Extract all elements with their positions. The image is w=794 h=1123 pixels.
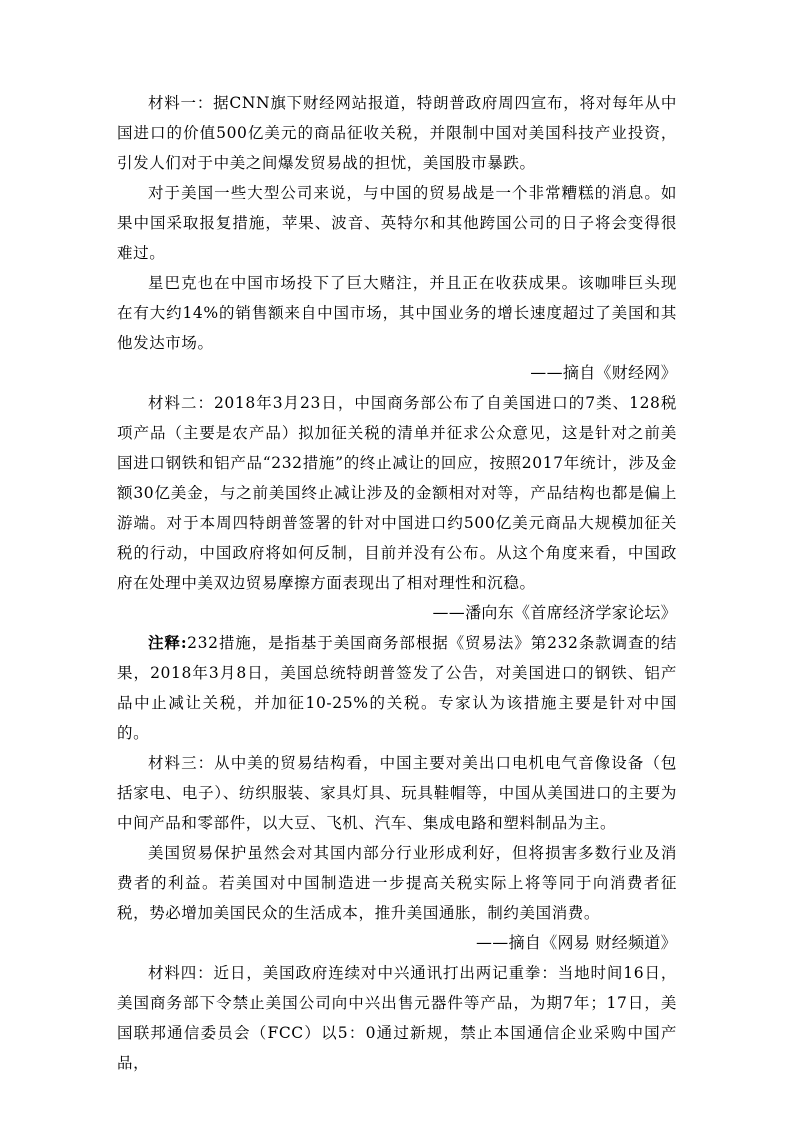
material2-source: ——潘向东《首席经济学家论坛》 [432, 603, 677, 622]
note-text: 232措施，是指基于美国商务部根据《贸易法》第232条款调查的结果，2018年3月8日，美国总统特朗普签发了公告，对美国进口的钢铁、铝产品中止减让关税，并加征10-25%的关税。专家认为该措施主要是针对中国的。 [117, 634, 677, 742]
material1-paragraph-1: 材料一：据CNN旗下财经网站报道，特朗普政府周四宣布，将对每年从中国进口的价值500亿美元的商品征收关税，并限制中国对美国科技产业投资，引发人们对于中美之间爆发贸易战的担忧，美国股市暴跌。 [117, 94, 677, 172]
material3-source: ——摘自《网易 财经频道》 [476, 933, 677, 952]
material3-paragraph-1: 材料三：从中美的贸易结构看，中国主要对美出口电机电气音像设备（包括家电、电子）、纺织服装、家具灯具、玩具鞋帽等，中国从美国进口的主要为中间产品和零部件，以大豆、飞机、汽车、集成电路和塑料制品为主。 [117, 754, 677, 832]
note-paragraph [117, 628, 677, 748]
material4-paragraph-1: 材料四：近日，美国政府连续对中兴通讯打出两记重拳：当地时间16日，美国商务部下令禁止美国公司向中兴出售元器件等产品，为期7年；17日，美国联邦通信委员会（FCC）以5：0通过新规，禁止本国通信企业采购中国产品， [117, 964, 677, 1072]
material2-paragraph-1: 材料二：2018年3月23日，中国商务部公布了自美国进口的7类、128税项产品（主要是农产品）拟加征关税的清单并征求公众意见，这是针对之前美国进口钢铁和铝产品“232措施”的终止减让的回应，按照2017年统计，涉及金额30亿美金，与之前美国终止减让涉及的金额相对对等，产品结构也都是偏上游端。对于本周四特朗普签署的针对中国进口约500亿美元商品大规模加征关税的行动，中国政府将如何反制，目前并没有公布。从这个角度来看，中国政府在处理中美双边贸易摩擦方面表现出了相对理性和沉稳。 [117, 394, 677, 592]
material3-paragraph-2: 美国贸易保护虽然会对其国内部分行业形成利好，但将损害多数行业及消费者的利益。若美国对中国制造进一步提高关税实际上将等同于向消费者征税，势必增加美国民众的生活成本，推升美国通胀，制约美国消费。 [117, 844, 677, 922]
material1-source: ——摘自《财经网》 [530, 363, 677, 382]
document-page [117, 88, 677, 1078]
material1-paragraph-2: 对于美国一些大型公司来说，与中国的贸易战是一个非常糟糕的消息。如果中国采取报复措施，苹果、波音、英特尔和其他跨国公司的日子将会变得很难过。 [117, 184, 677, 262]
note-label: 注释: [148, 633, 188, 652]
material1-paragraph-3: 星巴克也在中国市场投下了巨大赌注，并且正在收获成果。该咖啡巨头现在有大约14%的销售额来自中国市场，其中国业务的增长速度超过了美国和其他发达市场。 [117, 274, 677, 352]
